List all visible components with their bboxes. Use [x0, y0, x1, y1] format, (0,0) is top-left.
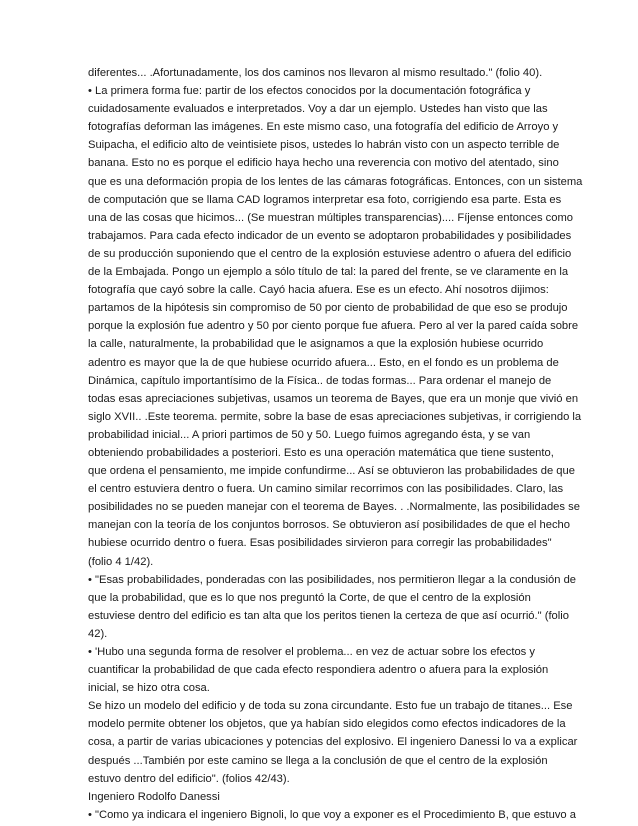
text-line: (folio 4 1/42). — [88, 555, 154, 568]
text-line: diferentes... .Afortunadamente, los dos caminos nos llevaron al mismo resultado." (folio 40). — [88, 67, 543, 79]
text-line: de la Embajada. Pongo un ejemplo a sólo título de tal: la pared del frente, se ve claramente en la — [88, 266, 569, 279]
text-line: todas esas apreciaciones subjetivas, usamos un teorema de Bayes, que era un monje que vivió en — [88, 392, 579, 405]
text-line: estuviese dentro del edificio es tan alta que los peritos tienen la certeza de que así ocurrió." (folio — [88, 609, 569, 622]
text-line: probabilidad inicial... A priori partimos de 50 y 50. Luego fuimos agregando ésta, y se van — [88, 428, 531, 441]
text-line: 42). — [88, 627, 108, 640]
text-line: porque la explosión fue adentro y 50 por ciento porque fue afuera. Pero al ver la pared caída sobre — [88, 320, 579, 333]
text-line: después ...También por este camino se llega a la conclusión de que el centro de la explosión — [88, 754, 548, 767]
text-line: banana. Esto no es porque el edificio haya hecho una reverencia con motivo del atentado, sino — [88, 157, 559, 170]
text-line: adentro es mayor que la de que hubiese ocurrido afuera... Esto, en el fondo es un problema de — [88, 356, 559, 369]
text-line: • "Como ya indicara el ingeniero Bignoli, lo que voy a exponer es el Procedimiento B, que estuvo a — [88, 808, 576, 821]
text-line: una de las cosas que hicimos... (Se muestran múltiples transparencias).... Fíjense entonces como — [88, 211, 574, 224]
text-line: modelo permite obtener los objetos, que ya habían sido elegidos como efectos indicadores de la — [88, 718, 566, 731]
text-line: que la probabilidad, que es lo que nos preguntó la Corte, de que el centro de la explosión — [88, 591, 531, 604]
text-line: trabajamos. Para cada efecto indicador de un evento se adoptaron probabilidades y posibilidades — [88, 229, 572, 242]
text-line: de su producción suponiendo que el centro de la explosión estuviese adentro o afuera del edificio — [88, 247, 572, 260]
text-line: de computación que se llama CAD logramos interpretar esa foto, corrigiendo esa parte. Esta es — [88, 193, 562, 206]
text-line: fotografías deforman las imágenes. En este mismo caso, una fotografía del edificio de Arroyo y — [88, 121, 559, 134]
text-line: fotografía que cayó sobre la calle. Cayó hacia afuera. Ese es un efecto. Ahí nosotros dijimos: — [88, 284, 549, 297]
document-body — [88, 64, 583, 824]
text-line: • "Esas probabilidades, ponderadas con las posibilidades, nos permitieron llegar a la condusión de — [88, 573, 577, 586]
text-line: siglo XVII.. .Este teorema. permite, sobre la base de esas apreciaciones subjetivas, ir corrigiendo la — [88, 410, 582, 423]
text-line: Dinámica, capítulo importantísimo de la Física.. de todas formas... Para ordenar el manejo de — [88, 374, 552, 387]
text-line: partamos de la hipótesis sin compromiso de 50 por ciento de probabilidad de que eso se produjo — [88, 302, 568, 315]
text-line: Se hizo un modelo del edificio y de toda su zona circundante. Esto fue un trabajo de titanes... Ese — [88, 700, 573, 713]
text-line: obteniendo probabilidades a posteriori. Esto es una operación matemática que tiene sustento, — [88, 446, 554, 459]
text-line: que es una deformación propia de los lentes de las cámaras fotográficas. Entonces, con un sistema — [88, 175, 583, 188]
text-line: hubiese ocurrido dentro o fuera. Esas posibilidades sirvieron para corregir las probabilidades" — [88, 537, 552, 550]
text-line: inicial, se hizo otra cosa. — [88, 682, 210, 695]
text-line: cuidadosamente evaluados e interpretados. Voy a dar un ejemplo. Ustedes han visto que las — [88, 103, 548, 116]
text-line: Suipacha, el edificio alto de veintisiete pisos, ustedes lo habrán visto con un aspecto terrible de — [88, 139, 560, 152]
text-line: cosa, a partir de varias ubicaciones y potencias del explosivo. El ingeniero Danessi lo va a explicar — [88, 736, 578, 749]
text-line: el centro estuviera dentro o fuera. Un camino similar recorrimos con las posibilidades. Claro, las — [88, 483, 564, 496]
text-line: cuantificar la probabilidad de que cada efecto respondiera adentro o afuera para la explosión — [88, 664, 549, 677]
text-line: • 'Hubo una segunda forma de resolver el problema... en vez de actuar sobre los efectos y — [88, 646, 535, 658]
text-line: • La primera forma fue: partir de los efectos conocidos por la documentación fotográfica y — [88, 85, 531, 98]
text-line: estuvo dentro del edificio". (folios 42/43). — [88, 772, 290, 785]
text-line: posibilidades no se pueden manejar con el teorema de Bayes. . .Normalmente, las posibilidades se — [88, 501, 580, 514]
section-heading: Ingeniero Rodolfo Danessi — [88, 790, 220, 803]
text-line: que ordena el pensamiento, me impide confundirme... Así se obtuvieron las probabilidades de que — [88, 465, 575, 478]
text-line: la calle, naturalmente, la probabilidad que le asignamos a que la explosión hubiese ocurrido — [88, 338, 544, 351]
text-line: manejan con la teoría de los conjuntos borrosos. Se obtuvieron así posibilidades de que el hecho — [88, 519, 570, 532]
